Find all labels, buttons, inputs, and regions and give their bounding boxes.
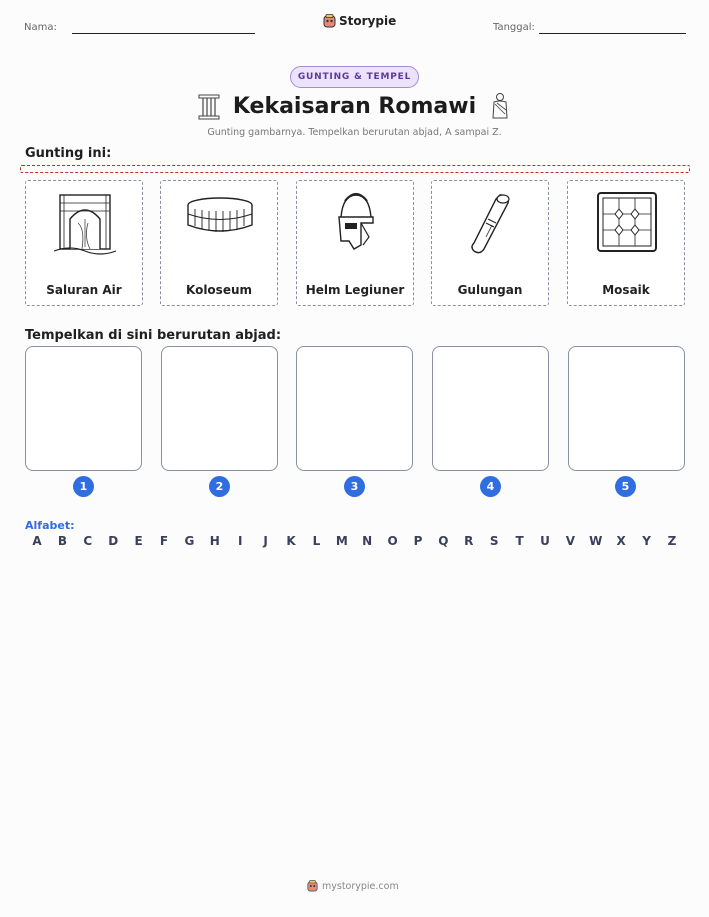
alphabet-letter: Q bbox=[438, 534, 449, 548]
card-label: Gulungan bbox=[457, 283, 523, 297]
colosseum-icon bbox=[185, 189, 255, 255]
toga-figure-icon bbox=[488, 92, 512, 120]
alphabet-letter: W bbox=[589, 534, 603, 548]
activity-badge: GUNTING & TEMPEL bbox=[290, 66, 419, 88]
alphabet-letter: N bbox=[362, 534, 373, 548]
date-line[interactable] bbox=[539, 33, 686, 34]
card-label: Koloseum bbox=[185, 283, 253, 297]
helmet-icon bbox=[321, 189, 391, 255]
alphabet-letter: M bbox=[335, 534, 348, 548]
alphabet-letter: J bbox=[263, 534, 268, 548]
alphabet-letter: S bbox=[489, 534, 499, 548]
alphabet-letter: I bbox=[237, 534, 243, 548]
paste-slot-2[interactable] bbox=[161, 346, 278, 471]
card-label: Mosaik bbox=[602, 283, 650, 297]
aqueduct-icon bbox=[50, 189, 120, 255]
alphabet-letter: L bbox=[312, 534, 321, 548]
paste-section-label: Tempelkan di sini berurutan abjad: bbox=[25, 328, 282, 343]
alphabet-letter: V bbox=[565, 534, 576, 548]
alphabet-letter: G bbox=[184, 534, 195, 548]
alphabet-letter: P bbox=[413, 534, 423, 548]
card-label: Saluran Air bbox=[46, 283, 122, 297]
alphabet-label: Alfabet: bbox=[25, 519, 75, 532]
alphabet-letter: R bbox=[464, 534, 474, 548]
alphabet-letter: X bbox=[616, 534, 626, 548]
alphabet-letter: H bbox=[209, 534, 220, 548]
brand-name: Storypie bbox=[339, 14, 397, 28]
cut-section-label: Gunting ini: bbox=[25, 146, 112, 161]
name-label: Nama: bbox=[24, 22, 57, 33]
alphabet-letter: Y bbox=[642, 534, 651, 548]
slot-number-badge: 2 bbox=[209, 476, 230, 497]
cutout-card-helmet[interactable] bbox=[296, 180, 414, 306]
page-title: Kekaisaran Romawi bbox=[232, 94, 477, 119]
slot-number-badge: 1 bbox=[73, 476, 94, 497]
cutout-card-mosaic[interactable] bbox=[567, 180, 685, 306]
alphabet-letter: B bbox=[57, 534, 67, 548]
worksheet-header bbox=[0, 14, 709, 44]
storypie-mascot-icon bbox=[307, 880, 318, 892]
alphabet-row bbox=[0, 534, 709, 550]
cutout-card-aqueduct[interactable] bbox=[25, 180, 143, 306]
storypie-mascot-icon bbox=[323, 14, 336, 28]
alphabet-letter: T bbox=[515, 534, 524, 548]
alphabet-letter: Z bbox=[667, 534, 677, 548]
alphabet-letter: C bbox=[83, 534, 93, 548]
mosaic-icon bbox=[592, 189, 662, 255]
slot-number-badge: 3 bbox=[344, 476, 365, 497]
alphabet-letter: O bbox=[387, 534, 398, 548]
title-row bbox=[0, 92, 709, 122]
alphabet-letter: D bbox=[108, 534, 119, 548]
slot-number-badge: 4 bbox=[480, 476, 501, 497]
paste-slot-5[interactable] bbox=[568, 346, 685, 471]
alphabet-letter: A bbox=[32, 534, 42, 548]
date-label: Tanggal: bbox=[493, 22, 535, 33]
name-line[interactable] bbox=[72, 33, 255, 34]
cutout-card-colosseum[interactable] bbox=[160, 180, 278, 306]
brand-logo bbox=[323, 14, 396, 28]
cutout-card-scroll[interactable] bbox=[431, 180, 549, 306]
footer-url: mystorypie.com bbox=[322, 880, 399, 892]
alphabet-letter: E bbox=[134, 534, 143, 548]
alphabet-letter: U bbox=[540, 534, 550, 548]
paste-slot-4[interactable] bbox=[432, 346, 549, 471]
scroll-icon bbox=[456, 189, 526, 255]
footer bbox=[307, 880, 399, 892]
paste-slot-3[interactable] bbox=[296, 346, 413, 471]
paste-slot-1[interactable] bbox=[25, 346, 142, 471]
alphabet-letter: K bbox=[286, 534, 296, 548]
slot-number-badge: 5 bbox=[615, 476, 636, 497]
cut-line bbox=[20, 165, 690, 173]
instructions: Gunting gambarnya. Tempelkan berurutan abjad, A sampai Z. bbox=[207, 127, 502, 138]
alphabet-letter: F bbox=[159, 534, 169, 548]
card-label: Helm Legiuner bbox=[305, 283, 405, 297]
